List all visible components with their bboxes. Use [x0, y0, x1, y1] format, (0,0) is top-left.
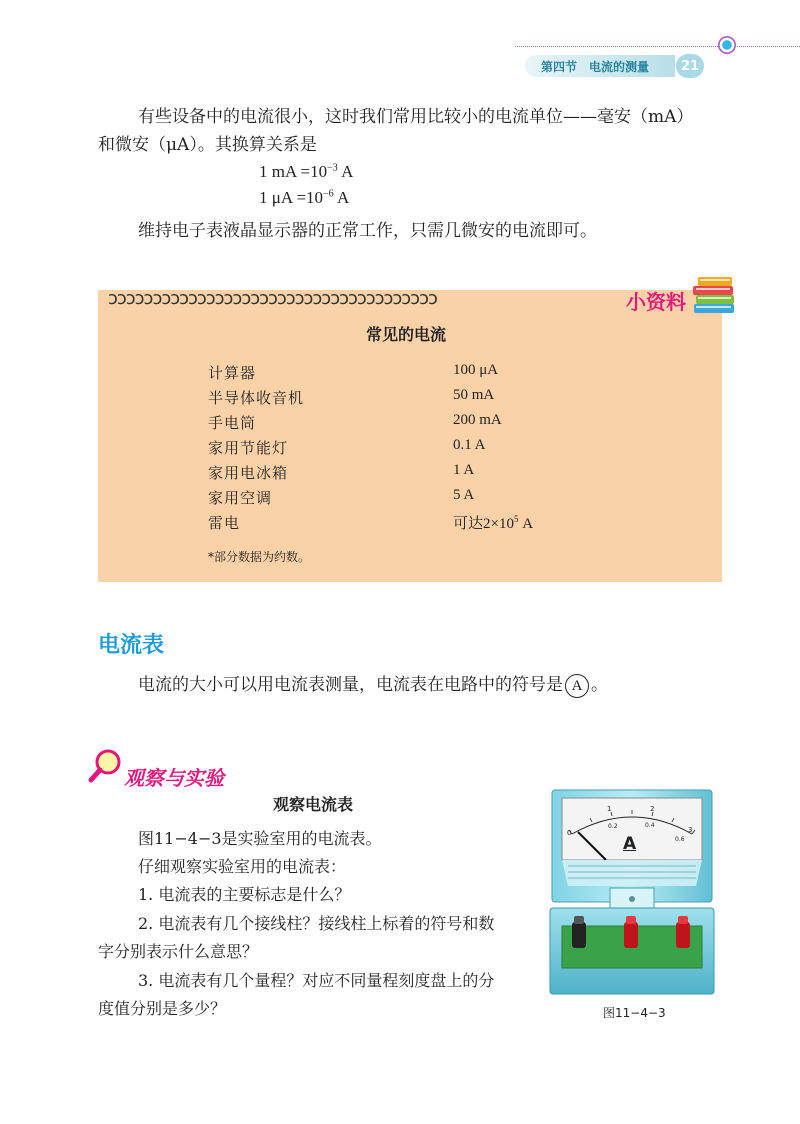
list-item-name: 家用节能灯: [208, 439, 289, 457]
info-box-tag: 小资料: [626, 290, 686, 314]
intro-line-2: 和微安（μA）。其换算关系是: [98, 135, 317, 155]
dial-tick-label: 1: [607, 805, 612, 813]
books-icon: [690, 270, 740, 320]
list-item-name: 半导体收音机: [208, 389, 305, 407]
section-heading: 电流表: [98, 633, 165, 658]
question-text: 仔细观察实验室用的电流表：: [138, 857, 347, 876]
observe-banner: 观察与实验: [124, 766, 224, 790]
intro-line-3: 维持电子表液晶显示器的正常工作，只需几微安的电流即可。: [138, 221, 597, 241]
list-item-name: 计算器: [208, 364, 257, 382]
list-item-value: 5 A: [453, 487, 475, 503]
header-rule: [515, 46, 800, 47]
list-item-value: 200 mA: [453, 412, 502, 428]
dial-tick-label: 3: [688, 826, 693, 834]
list-item-value: 0.1 A: [453, 437, 486, 453]
dial-letter: A: [623, 834, 637, 854]
list-item-name: 家用电冰箱: [208, 464, 289, 482]
intro-line-1: 有些设备中的电流很小，这时我们常用比较小的电流单位——毫安（mA）: [138, 107, 694, 127]
question-text: 3. 电流表有几个量程？对应不同量程刻度盘上的分: [138, 971, 495, 990]
magnifier-icon: [88, 748, 124, 784]
formula-ma: 1 mA $=10^{-3}$ A: [259, 162, 354, 181]
ammeter-symbol-icon: A: [565, 674, 589, 698]
list-item-value: 100 μA: [453, 362, 499, 378]
ammeter-figure: [548, 788, 716, 998]
list-item-name: 雷电: [208, 514, 241, 532]
list-item-name: 手电筒: [208, 414, 257, 432]
list-item-value: 可达$2\times 10^5$ A: [453, 514, 534, 532]
binder-coils: ↄↄↄↄↄↄↄↄↄↄↄↄↄↄↄↄↄↄↄↄↄↄↄↄↄↄↄↄↄↄↄↄↄↄↄↄↄ: [108, 288, 437, 308]
question-text: 2. 电流表有几个接线柱？接线柱上标着的符号和数: [138, 914, 495, 933]
ammeter-text: 电流的大小可以用电流表测量，电流表在电路中的符号是 A 。: [138, 670, 608, 700]
page-number: 21: [676, 54, 704, 78]
observe-title: 观察电流表: [273, 795, 354, 814]
info-box-note: *部分数据为约数。: [208, 550, 311, 564]
list-item-name: 家用空调: [208, 489, 273, 507]
running-header: [525, 55, 675, 77]
dial-tick-label: 0.6: [675, 836, 685, 843]
header-section: 第四节: [541, 59, 578, 74]
list-item-value: 1 A: [453, 462, 475, 478]
question-text: 1. 电流表的主要标志是什么？: [138, 885, 351, 904]
info-box-title: 常见的电流: [366, 325, 447, 344]
question-text: 图11−4−3是实验室用的电流表。: [138, 829, 382, 848]
dial-tick-label: 0: [567, 829, 572, 837]
dial-tick-label: 0.4: [645, 822, 655, 829]
header-dot-ornament: [718, 36, 736, 54]
dial-tick-label: 2: [650, 805, 655, 813]
dial-tick-label: 0.2: [608, 823, 618, 830]
header-section-title: 电流的测量: [589, 59, 650, 74]
question-text: 度值分别是多少？: [98, 999, 227, 1018]
list-item-value: 50 mA: [453, 387, 495, 403]
figure-caption: 图11−4−3: [603, 1006, 666, 1020]
question-text: 字分别表示什么意思？: [98, 942, 259, 961]
formula-ua: 1 $\mu A =10^{-6}$ A: [259, 188, 350, 207]
